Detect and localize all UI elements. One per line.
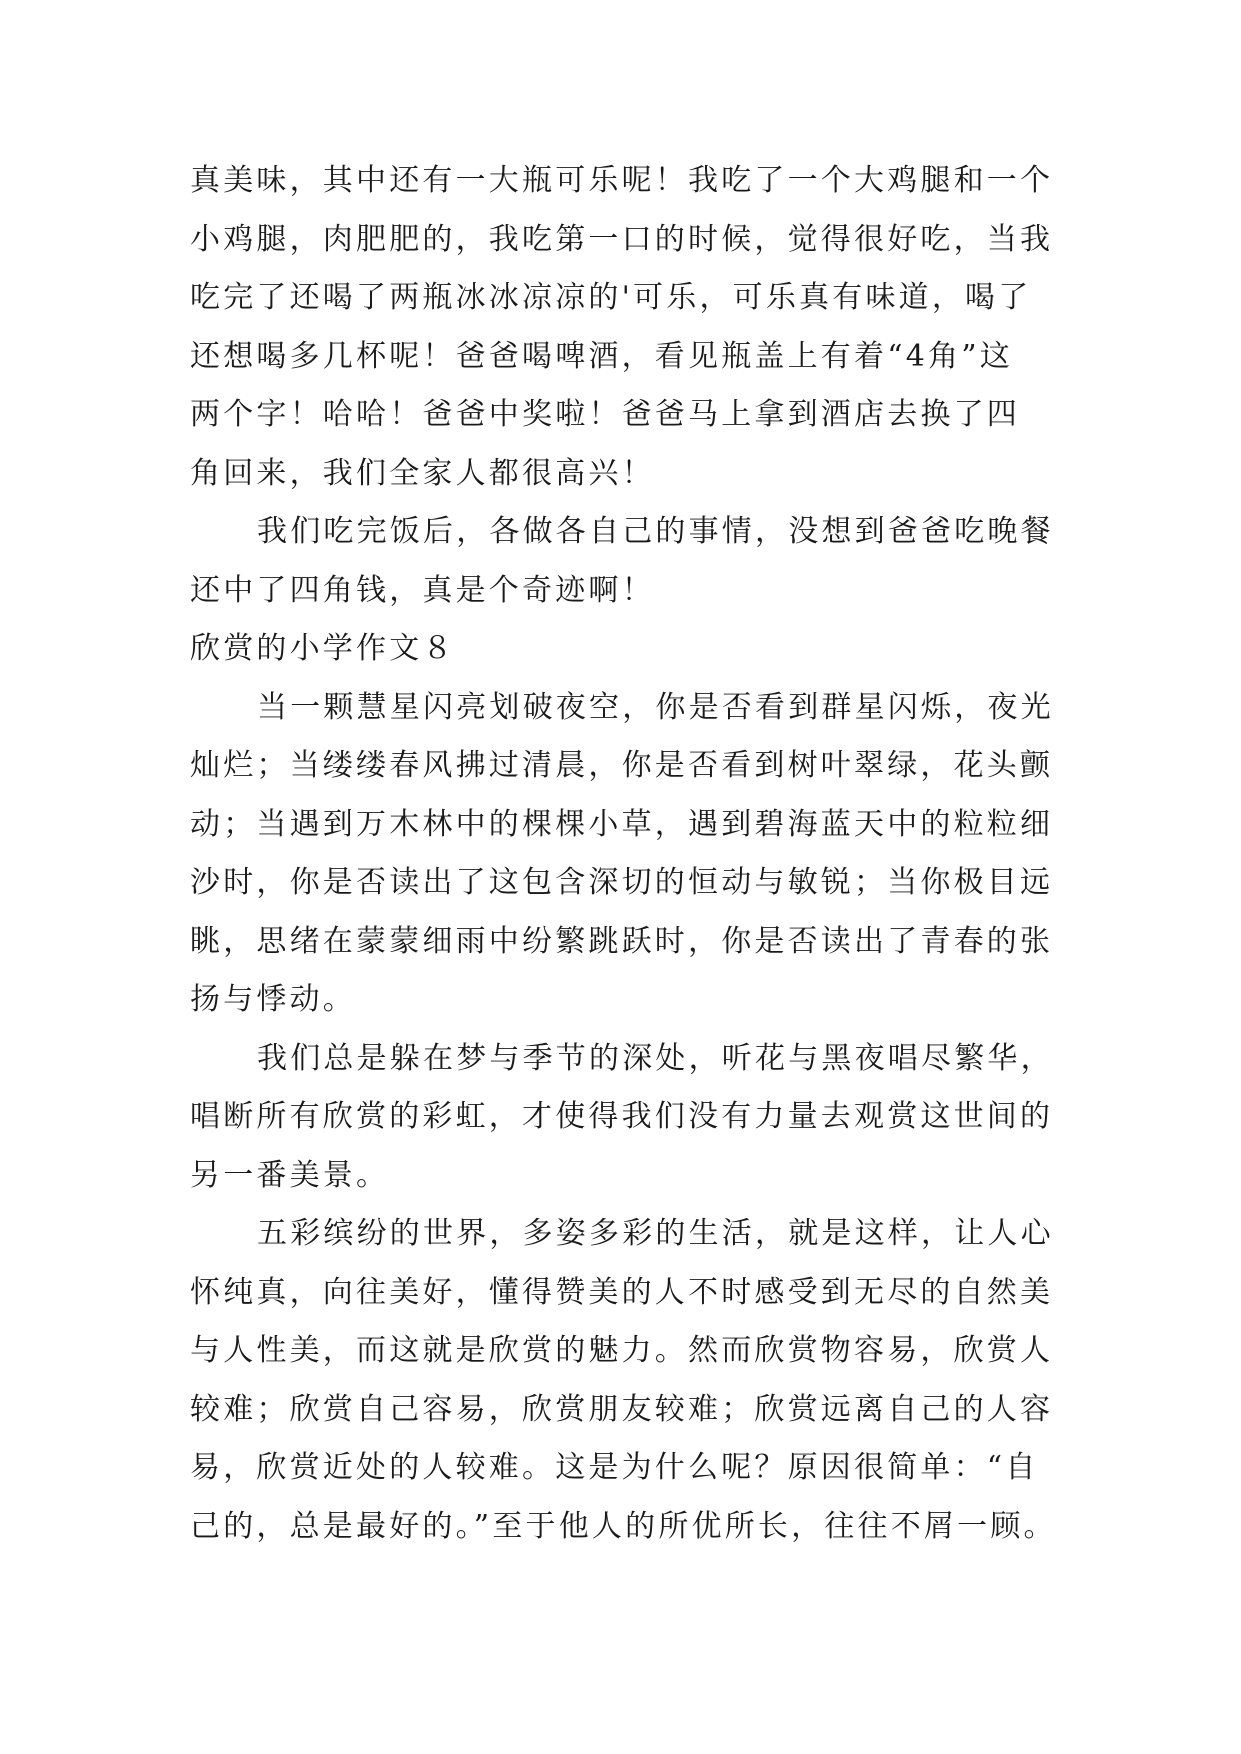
text-line: 还想喝多几杯呢！爸爸喝啤酒，看见瓶盖上有着“4角”这 xyxy=(190,338,1013,374)
document-body xyxy=(190,152,1060,1556)
text-line: 角回来，我们全家人都很高兴！ xyxy=(190,455,655,491)
text-line: 还中了四角钱，真是个奇迹啊！ xyxy=(190,572,655,608)
text-line: 眺，思绪在蒙蒙细雨中纷繁跳跃时，你是否读出了青春的张 xyxy=(190,923,1054,959)
text-line: 我们总是躲在梦与季节的深处，听花与黑夜唱尽繁华， xyxy=(257,1040,1054,1076)
text-line: 欣赏的小学作文８ xyxy=(190,631,456,666)
text-line: 扬与悸动。 xyxy=(190,982,356,1017)
text-line: 较难；欣赏自己容易，欣赏朋友较难；欣赏远离自己的人容 xyxy=(190,1391,1054,1427)
text-line: 沙时，你是否读出了这包含深切的恒动与敏锐；当你极目远 xyxy=(190,865,1054,900)
text-line: 吃完了还喝了两瓶冰冰凉凉的'可乐，可乐真有味道，喝了 xyxy=(190,280,1032,315)
text-line: 另一番美景。 xyxy=(190,1157,390,1193)
text-line: 两个字！哈哈！爸爸中奖啦！爸爸马上拿到酒店去换了四 xyxy=(190,397,1020,432)
text-line: 易，欣赏近处的人较难。这是为什么呢？原因很简单：“自 xyxy=(190,1450,1039,1485)
text-line: 怀纯真，向往美好，懂得赞美的人不时感受到无尽的自然美 xyxy=(190,1274,1054,1310)
text-line: 动；当遇到万木林中的棵棵小草，遇到碧海蓝天中的粒粒细 xyxy=(190,806,1054,842)
text-line: 灿烂；当缕缕春风拂过清晨，你是否看到树叶翠绿，花头颤 xyxy=(190,748,1054,783)
text-line: 真美味，其中还有一大瓶可乐呢！我吃了一个大鸡腿和一个 xyxy=(190,163,1054,198)
text-line: 与人性美，而这就是欣赏的魅力。然而欣赏物容易，欣赏人 xyxy=(190,1333,1054,1368)
text-line: 五彩缤纷的世界，多姿多彩的生活，就是这样，让人心 xyxy=(257,1216,1054,1251)
text-line: 我们吃完饭后，各做各自己的事情，没想到爸爸吃晚餐 xyxy=(257,514,1054,549)
text-line: 当一颗慧星闪亮划破夜空，你是否看到群星闪烁，夜光 xyxy=(257,689,1054,725)
text-line: 小鸡腿，肉肥肥的，我吃第一口的时候，觉得很好吃，当我 xyxy=(190,221,1054,257)
text-line: 己的，总是最好的。”至于他人的所优所长，往往不屑一顾。 xyxy=(190,1508,1057,1544)
text-line: 唱断所有欣赏的彩虹，才使得我们没有力量去观赏这世间的 xyxy=(190,1099,1054,1134)
